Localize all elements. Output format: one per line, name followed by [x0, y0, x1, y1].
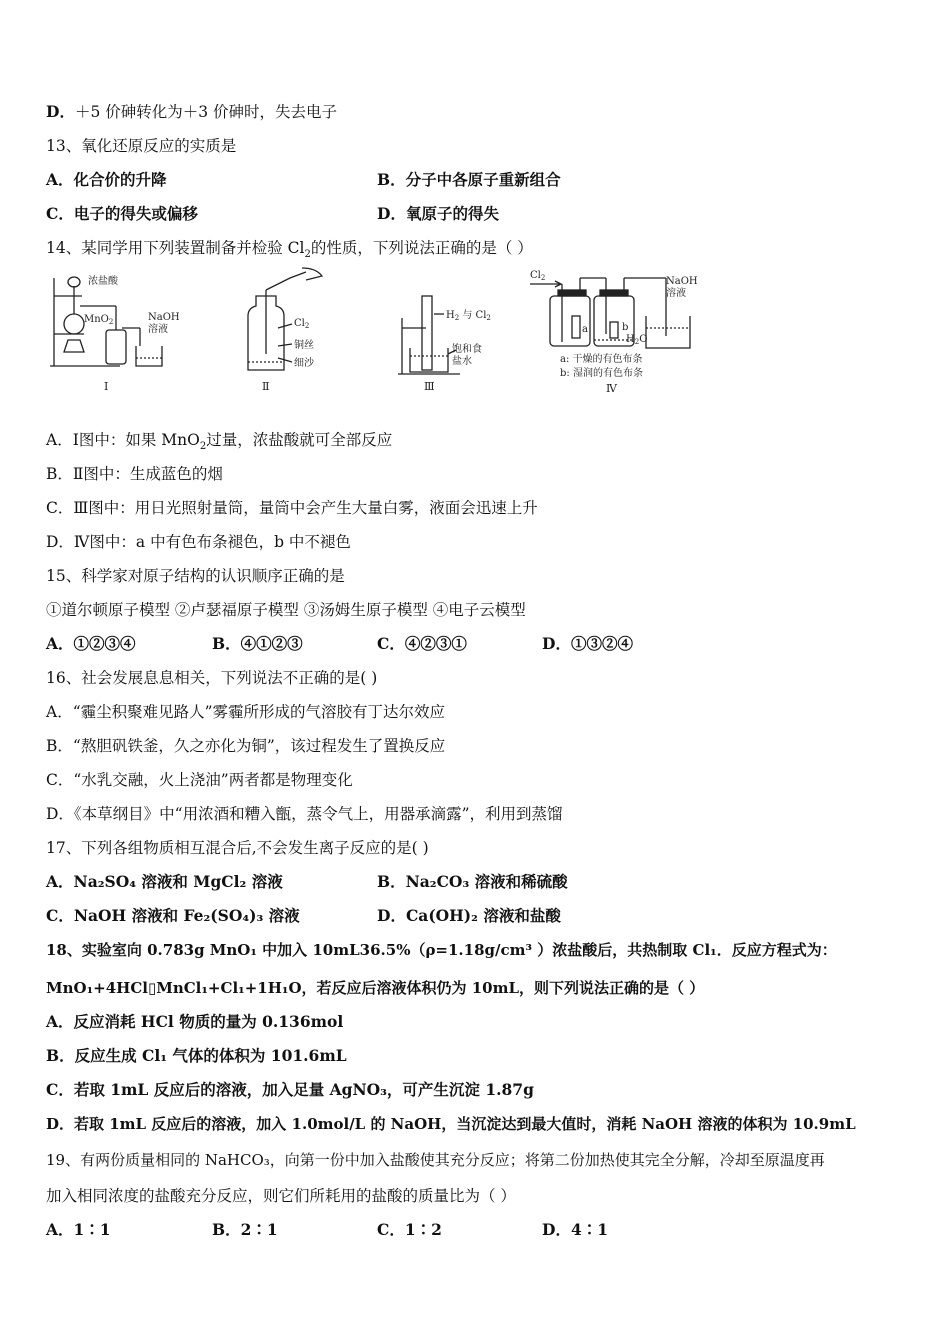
q13-option-a: A．化合价的升降 — [46, 170, 167, 189]
label-naoh-IV: NaOH — [666, 276, 698, 287]
q12-option-d — [46, 102, 337, 122]
q18-stem-line1: 18、实验室向 0.783g MnO₁ 中加入 10mL36.5%（ρ=1.18g/cm³ ）浓盐酸后，共热制取 Cl₁．反应方程式为： — [46, 941, 837, 959]
q13-option-b: B．分子中各原子重新组合 — [377, 170, 561, 189]
q15-models: ①道尔顿原子模型 ②卢瑟福原子模型 ③汤姆生原子模型 ④电子云模型 — [46, 601, 526, 619]
label-fig-II: Ⅱ — [262, 380, 270, 393]
label-fig-III: Ⅲ — [424, 380, 435, 393]
label-cl2-II: $Cl_2$ — [294, 318, 310, 330]
q14-a-post: 过量，浓盐酸就可全部反应 — [206, 431, 393, 449]
q14-a-pre: A．Ⅰ图中：如果 MnO — [46, 431, 200, 449]
label-b: b — [622, 322, 629, 333]
q16-stem: 16、社会发展息息相关，下列说法不正确的是( ) — [46, 669, 378, 687]
q19-stem-line1: 19、有两份质量相同的 NaHCO₃，向第一份中加入盐酸使其充分反应；将第二份加热使其完全分解，冷却至原温度再 — [46, 1151, 825, 1169]
q17-option-b: B．Na₂CO₃ 溶液和稀硫酸 — [377, 872, 568, 891]
q18-stem-line2: MnO₁+4HCl▯MnCl₁+Cl₁+1H₁O，若反应后溶液体积仍为 10mL，则下列说法正确的是（ ） — [46, 979, 705, 997]
q19-option-b: B．2∶1 — [212, 1220, 278, 1239]
q19-option-d: D．4∶1 — [542, 1220, 609, 1239]
label-salt2: 盐水 — [452, 356, 472, 367]
label-sol-I: 溶液 — [148, 324, 168, 335]
label-sand: 细沙 — [294, 358, 314, 369]
q14-option-a: A．Ⅰ图中：如果 MnO$_2$过量，浓盐酸就可全部反应 — [46, 431, 393, 453]
q15-option-d: D．①③②④ — [542, 634, 633, 653]
q14-stem-post: 的性质，下列说法正确的是（ ） — [310, 239, 533, 257]
q15-option-c: C．④②③① — [377, 634, 467, 653]
q18-option-c: C．若取 1mL 反应后的溶液，加入足量 AgNO₃，可产生沉淀 1.87g — [46, 1080, 534, 1099]
q18-option-a: A．反应消耗 HCl 物质的量为 0.136mol — [46, 1012, 344, 1031]
q18-option-b: B．反应生成 Cl₁ 气体的体积为 101.6mL — [46, 1046, 347, 1065]
apparatus-figure — [40, 266, 760, 396]
q19-option-c: C．1∶2 — [377, 1220, 442, 1239]
label-naoh-I: NaOH — [148, 312, 180, 323]
q16-option-c: C．“水乳交融，火上浇油”两者都是物理变化 — [46, 771, 353, 789]
label-sol-IV: 溶液 — [666, 288, 686, 299]
label-fig-I: Ⅰ — [104, 380, 109, 393]
q16-option-d: D．《本草纲目》中“用浓酒和糟入甑，蒸令气上，用器承滴露”，利用到蒸馏 — [46, 805, 563, 823]
q16-option-b: B．“熬胆矾铁釜，久之亦化为铜”，该过程发生了置换反应 — [46, 737, 446, 755]
q17-stem: 17、下列各组物质相互混合后,不会发生离子反应的是( ) — [46, 839, 429, 857]
q17-option-d: D．Ca(OH)₂ 溶液和盐酸 — [377, 906, 561, 925]
option-text: ＋5 价砷转化为＋3 价砷时，失去电子 — [74, 103, 338, 121]
q15-option-b: B．④①②③ — [212, 634, 303, 653]
q15-option-a: A．①②③④ — [46, 634, 136, 653]
q19-option-a: A．1∶1 — [46, 1220, 111, 1239]
q18-option-d: D．若取 1mL 反应后的溶液，加入 1.0mol/L 的 NaOH，当沉淀达到最大值时，消耗 NaOH 溶液的体积为 10.9mL — [46, 1115, 856, 1133]
label-gas-III: $H_2$ 与 $Cl_2$ — [446, 310, 491, 322]
q14-stem: 14、某同学用下列装置制备并检验 $Cl_2$的性质，下列说法正确的是（ ） — [46, 239, 533, 261]
label-hcl: 浓盐酸 — [88, 276, 118, 287]
label-h2o: $H_2O$ — [626, 334, 648, 346]
q13-option-c: C．电子的得失或偏移 — [46, 204, 198, 223]
label-mno2: MnO$_2$ — [84, 314, 114, 326]
q17-option-a: A．Na₂SO₄ 溶液和 MgCl₂ 溶液 — [46, 872, 283, 891]
label-a: a — [582, 324, 588, 335]
q15-stem: 15、科学家对原子结构的认识顺序正确的是 — [46, 567, 345, 585]
label-fig-IV: Ⅳ — [606, 382, 617, 395]
label-cu: 铜丝 — [294, 340, 314, 351]
q16-option-a: A．“霾尘积聚难见路人”雾霾所形成的气溶胶有丁达尔效应 — [46, 703, 446, 721]
q19-stem-line2: 加入相同浓度的盐酸充分反应，则它们所耗用的盐酸的质量比为（ ） — [46, 1187, 516, 1205]
q14-option-d: D．Ⅳ图中：a 中有色布条褪色，b 中不褪色 — [46, 533, 351, 551]
q13-option-d: D．氧原子的得失 — [377, 204, 499, 223]
q13-stem: 13、氧化还原反应的实质是 — [46, 137, 237, 155]
label-salt1: 饱和食 — [452, 344, 482, 355]
q14-stem-pre: 14、某同学用下列装置制备并检验 Cl — [46, 239, 305, 257]
q14-option-c: C．Ⅲ图中：用日光照射量筒，量筒中会产生大量白雾，液面会迅速上升 — [46, 499, 538, 517]
q14-option-b: B．Ⅱ图中：生成蓝色的烟 — [46, 465, 223, 483]
label-cl2-IV: $Cl_2$ — [530, 270, 546, 282]
option-label: D． — [46, 102, 75, 121]
note-a: a: 干燥的有色布条 — [560, 354, 643, 365]
note-b: b: 湿润的有色布条 — [560, 368, 643, 379]
q17-option-c: C．NaOH 溶液和 Fe₂(SO₄)₃ 溶液 — [46, 906, 300, 925]
